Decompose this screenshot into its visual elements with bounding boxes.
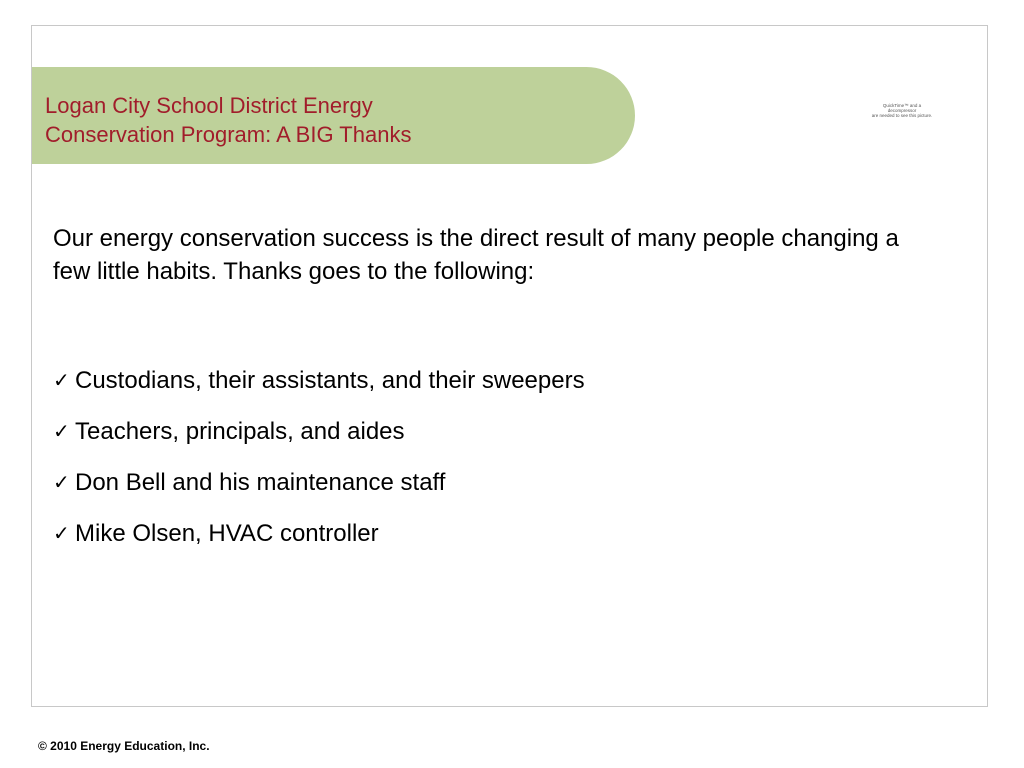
thanks-list bbox=[53, 355, 585, 559]
list-item-text: Don Bell and his maintenance staff bbox=[75, 468, 446, 496]
checkmark-icon: ✓ bbox=[53, 522, 70, 545]
image-placeholder-note bbox=[858, 103, 946, 118]
checkmark-icon: ✓ bbox=[53, 471, 70, 494]
placeholder-note-line-2: decompressor bbox=[887, 108, 917, 113]
slide-title bbox=[45, 91, 605, 149]
slide-title-line-1: Logan City School District Energy bbox=[45, 93, 373, 118]
list-item bbox=[53, 457, 585, 508]
intro-paragraph: Our energy conservation success is the direct result of many people changing a few little habits. Thanks goes to the following: bbox=[53, 225, 899, 285]
list-item bbox=[53, 508, 585, 559]
checkmark-icon: ✓ bbox=[53, 420, 70, 443]
checkmark-icon: ✓ bbox=[53, 369, 70, 392]
copyright-footer: © 2010 Energy Education, Inc. bbox=[38, 739, 210, 753]
list-item-text: Mike Olsen, HVAC controller bbox=[75, 519, 379, 547]
list-item bbox=[53, 355, 585, 406]
placeholder-note-line-1: QuickTime™ and a bbox=[882, 103, 922, 108]
slide-title-line-2: Conservation Program: A BIG Thanks bbox=[45, 122, 412, 147]
placeholder-note-line-3: are needed to see this picture. bbox=[871, 113, 933, 118]
list-item bbox=[53, 406, 585, 457]
list-item-text: Custodians, their assistants, and their sweepers bbox=[75, 366, 585, 394]
list-item-text: Teachers, principals, and aides bbox=[75, 417, 405, 445]
